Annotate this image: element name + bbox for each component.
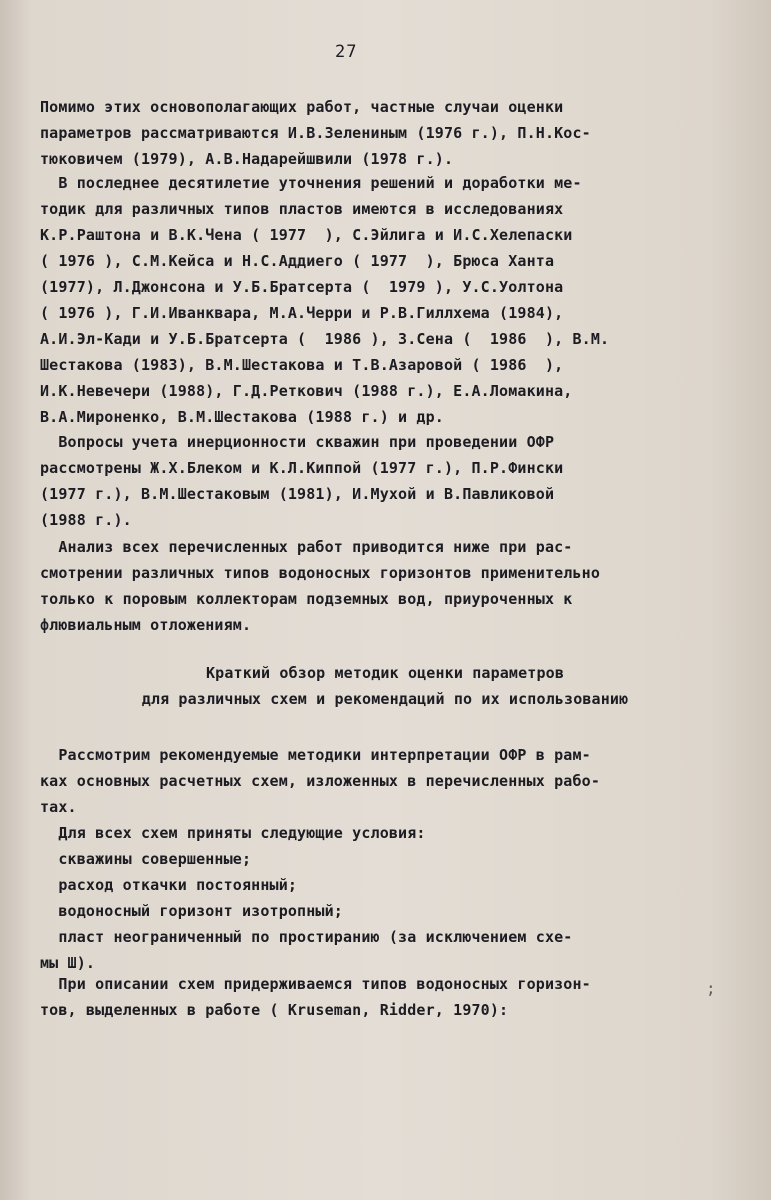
text-line: ках основных расчетных схем, изложенных в перечисленных рабо- <box>40 772 601 790</box>
heading-line: Краткий обзор методик оценки параметров <box>205 664 565 682</box>
heading-line: для различных схем и рекомендаций по их использованию <box>141 690 629 708</box>
text-line: Анализ всех перечисленных работ приводится ниже при рас- <box>40 538 573 556</box>
text-line: (1977), Л.Джонсона и У.Б.Братсерта ( 1979 ), У.С.Уолтона <box>40 278 564 296</box>
text-line: тах. <box>40 798 77 816</box>
paragraph-well-inertia <box>40 429 730 533</box>
text-line: (1977 г.), В.М.Шестаковым (1981), И.Мухой и В.Павликовой <box>40 485 555 503</box>
text-line: флювиальным отложениям. <box>40 616 252 634</box>
text-line: тюковичем (1979), А.В.Надарейшвили (1978 г.). <box>40 150 454 168</box>
text-line: ( 1976 ), С.М.Кейса и Н.С.Аддиего ( 1977 ), Брюса Ханта <box>40 252 555 270</box>
text-line: расход откачки постоянный; <box>40 876 298 894</box>
text-line: смотрении различных типов водоносных горизонтов применительно <box>40 564 601 582</box>
paragraph-conditions <box>40 742 730 976</box>
text-line: И.К.Невечери (1988), Г.Д.Реткович (1988 г.), Е.А.Ломакина, <box>40 382 573 400</box>
text-line: Помимо этих основополагающих работ, частные случаи оценки <box>40 98 564 116</box>
paragraph-foundational-works <box>40 94 730 172</box>
text-line: параметров рассматриваются И.В.Зелениным (1976 г.), П.Н.Кос- <box>40 124 591 142</box>
page-edge-mark: ; <box>706 979 716 998</box>
text-line: только к поровым коллекторам подземных вод, приуроченных к <box>40 590 573 608</box>
text-line: К.Р.Раштона и В.К.Чена ( 1977 ), С.Эйлига и И.С.Хелепаски <box>40 226 573 244</box>
text-line: Для всех схем приняты следующие условия: <box>40 824 426 842</box>
text-line: В.А.Мироненко, В.М.Шестакова (1988 г.) и др. <box>40 408 444 426</box>
text-line: пласт неограниченный по простиранию (за исключением схе- <box>40 928 573 946</box>
text-line: водоносный горизонт изотропный; <box>40 902 343 920</box>
text-line: При описании схем придерживаемся типов водоносных горизон- <box>40 975 591 993</box>
paragraph-analysis <box>40 534 730 638</box>
paragraph-recent-research <box>40 170 730 430</box>
text-line: В последнее десятилетие уточнения решений и доработки ме- <box>40 174 582 192</box>
text-line: тодик для различных типов пластов имеются в исследованиях <box>40 200 564 218</box>
text-line: Шестакова (1983), В.М.Шестакова и Т.В.Азаровой ( 1986 ), <box>40 356 564 374</box>
text-line: мы Ш). <box>40 954 96 972</box>
text-line: Вопросы учета инерционности скважин при проведении ОФР <box>40 433 555 451</box>
text-line: рассмотрены Ж.Х.Блеком и К.Л.Киппой (1977 г.), П.Р.Фински <box>40 459 564 477</box>
section-heading <box>40 660 730 712</box>
text-line: скважины совершенные; <box>40 850 252 868</box>
text-line: Рассмотрим рекомендуемые методики интерпретации ОФР в рам- <box>40 746 591 764</box>
paragraph-scheme-types <box>40 971 730 1023</box>
text-line: А.И.Эл-Кади и У.Б.Братсерта ( 1986 ), З.Сена ( 1986 ), В.М. <box>40 330 610 348</box>
text-line: тов, выделенных в работе ( Kruseman, Ridder, 1970): <box>40 1001 509 1019</box>
page-number: 27 <box>335 42 358 62</box>
text-line: ( 1976 ), Г.И.Иванквара, М.А.Черри и Р.В.Гиллхема (1984), <box>40 304 564 322</box>
text-line: (1988 г.). <box>40 511 132 529</box>
